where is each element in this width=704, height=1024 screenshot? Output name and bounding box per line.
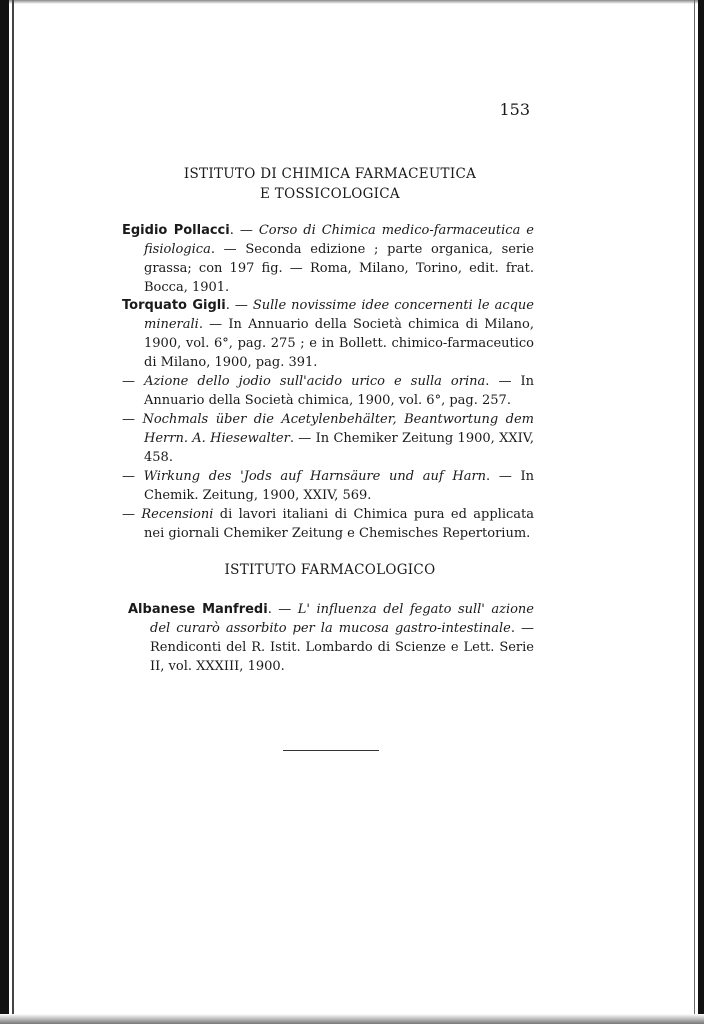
dash: — [122, 469, 144, 484]
author-name: Torquato Gigli [122, 298, 226, 313]
dash: — [122, 374, 145, 389]
section-heading-chimica [130, 164, 530, 204]
heading-line-1: ISTITUTO DI CHIMICA FARMACEUTICA [183, 166, 477, 182]
entry-subitem [122, 372, 534, 410]
scan-edge-right [698, 0, 704, 1024]
work-title: Recensioni [141, 507, 214, 522]
publication-details: di lavori italiani di Chimica pura ed applicata nei giornali Chemiker Zeitung e Chemisches Repertorium. [144, 507, 534, 541]
separator: . — [225, 298, 253, 313]
entry-subitem [122, 410, 534, 467]
page-number: 153 [499, 100, 530, 119]
heading-line-2: E TOSSICOLOGICA [260, 186, 400, 202]
publication-details: . — Rendiconti del R. Istit. Lombardo di Scienze e Lett. Serie II, vol. XXXIII, 1900. [150, 621, 534, 674]
entry-paragraph [128, 600, 534, 676]
scan-edge-top [0, 0, 704, 4]
author-name: Egidio Pollacci [122, 223, 230, 238]
section-heading-farmacologico: ISTITUTO FARMACOLOGICO [224, 562, 436, 578]
scan-edge-left-inner [12, 0, 14, 1024]
bibliography-entry-gigli [122, 296, 534, 543]
publication-details: . — In Annuario della Società chimica, 1900, vol. 6°, pag. 257. [144, 374, 535, 408]
entry-subitem [122, 505, 534, 543]
work-title: Wirkung des 'Jods auf Harnsäure und auf Harn [143, 469, 487, 484]
work-title: L' influenza del fegato sull' azione del curarò assorbito per la mucosa gastro-intestinale [150, 602, 534, 636]
dash: — [122, 412, 143, 427]
separator: . — [229, 223, 259, 238]
work-title: Nochmals über die Acetylenbehälter, Beantwortung dem Herrn. A. Hiesewalter [142, 412, 534, 446]
work-title: Sulle novissime idee concernenti le acque minerali [144, 298, 534, 332]
entry-paragraph [122, 296, 534, 372]
work-title: Azione dello jodio sull'acido urico e sulla orina [144, 374, 486, 389]
publication-details: . — Seconda edizione ; parte organica, serie grassa; con 197 fig. — Roma, Milano, Torino, edit. frat. Bocca, 1901. [144, 242, 534, 295]
separator: . — [267, 602, 298, 617]
dash: — [122, 507, 142, 522]
bibliography-entry-albanese [128, 600, 534, 676]
entry-paragraph [122, 221, 534, 297]
end-rule-divider [283, 750, 379, 751]
scan-edge-bottom [0, 1014, 704, 1024]
bibliography-entry-pollacci [122, 221, 534, 297]
scan-edge-right-inner [694, 0, 695, 1024]
publication-details: . — In Annuario della Società chimica di Milano, 1900, vol. 6°, pag. 275 ; e in Bollett. chimico-farmaceutico di Milano, 1900, pag. 391. [144, 317, 534, 370]
entry-subitem [122, 467, 534, 505]
work-title: Corso di Chimica medico-farmaceutica e fisiologica [144, 223, 534, 257]
scan-edge-left [0, 0, 9, 1024]
author-name: Albanese Manfredi [128, 602, 268, 617]
publication-details: . — In Chemik. Zeitung, 1900, XXIV, 569. [144, 469, 535, 503]
publication-details: . — In Chemiker Zeitung 1900, XXIV, 458. [144, 431, 534, 465]
